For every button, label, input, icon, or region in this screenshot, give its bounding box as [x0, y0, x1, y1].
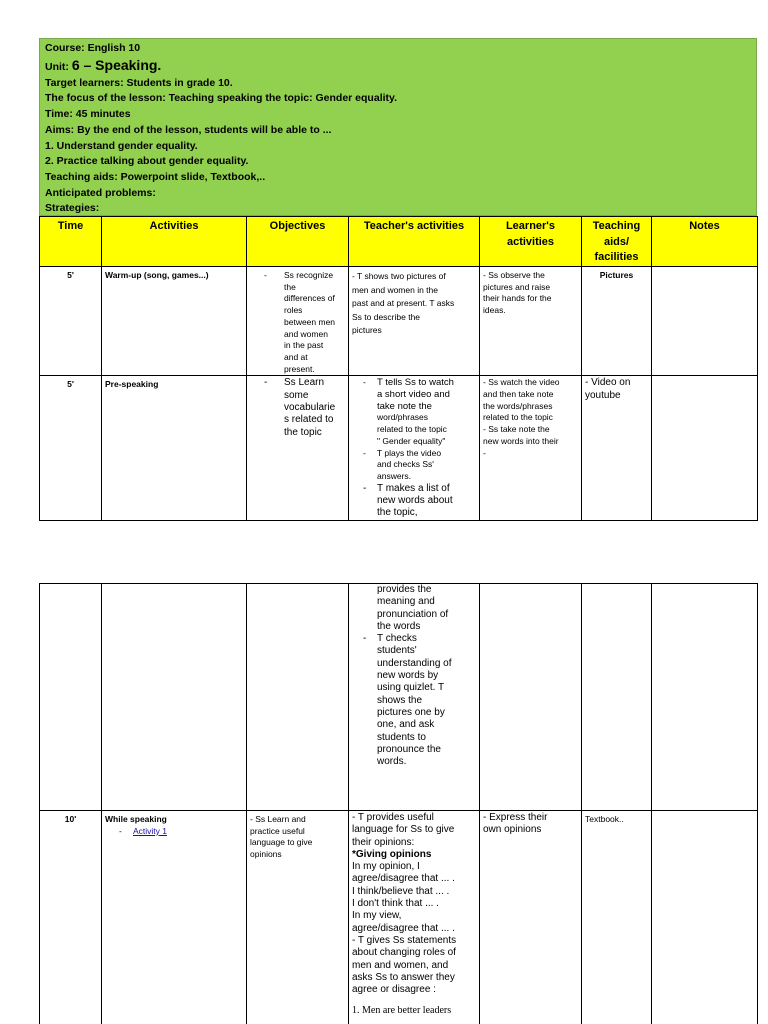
- table-row-prespeaking: [40, 376, 758, 520]
- while-aids: Textbook..: [582, 811, 652, 1024]
- col-teacher-activities: Teacher's activities: [349, 217, 480, 267]
- warmup-activity: Warm-up (song, games...): [102, 267, 247, 376]
- unit-label: Unit:: [45, 60, 72, 73]
- statement-1: 1. Men are better leaders: [352, 1005, 452, 1017]
- continued-teacher: [349, 584, 480, 811]
- anticipated-line: Anticipated problems:: [45, 186, 156, 199]
- list-item: one, and ask: [377, 719, 435, 731]
- list-item: agree/disagree that ... .: [352, 873, 455, 885]
- list-item: related to the topic: [377, 424, 447, 435]
- aims-line: Aims: By the end of the lesson, students will be able to ...: [45, 123, 332, 136]
- list-item: their hands for the: [483, 293, 552, 304]
- giving-opinions-heading: *Giving opinions: [352, 848, 432, 860]
- list-item: asks Ss to answer they: [352, 971, 455, 983]
- list-item: agree or disagree :: [352, 984, 436, 996]
- list-item: language for Ss to give: [352, 824, 455, 836]
- list-item: T tells Ss to watch: [377, 377, 454, 389]
- col-learner-activities: [480, 217, 582, 267]
- prespeaking-objective: [247, 376, 349, 520]
- lesson-table-page-2: [39, 583, 758, 1024]
- unit-line: [45, 57, 751, 76]
- col-objectives: Objectives: [247, 217, 349, 267]
- prespeaking-time: 5': [40, 376, 102, 520]
- while-time: 10': [40, 811, 102, 1024]
- unit-title: 6 – Speaking.: [71, 56, 162, 73]
- while-notes: [652, 811, 758, 1024]
- list-item: vocabularie: [284, 401, 336, 413]
- list-item: a short video and: [377, 389, 450, 401]
- col-aids-line-2: aids/: [603, 235, 630, 248]
- continued-notes: [652, 584, 758, 811]
- list-item: - Ss observe the: [483, 270, 545, 280]
- list-item: -: [483, 447, 486, 458]
- list-item: the: [284, 281, 296, 292]
- col-time: Time: [40, 217, 102, 267]
- continued-objective: [247, 584, 349, 811]
- list-item: roles: [284, 305, 303, 316]
- list-item: shows the: [377, 694, 423, 706]
- bullet-dash: -: [119, 825, 122, 836]
- prespeaking-notes: [652, 376, 758, 520]
- bullet-dash: -: [363, 482, 367, 494]
- col-notes: Notes: [652, 217, 758, 267]
- list-item: In my opinion, I: [352, 861, 420, 873]
- list-item: ideas.: [483, 305, 506, 316]
- list-item: - Ss watch the video: [483, 377, 560, 388]
- list-item: using quizlet. T: [377, 682, 445, 694]
- list-item: past and at present. T asks: [352, 298, 455, 308]
- col-teaching-aids: [582, 217, 652, 267]
- list-item: new words by: [377, 670, 439, 682]
- list-item: opinions: [250, 849, 282, 860]
- list-item: men and women in the: [352, 284, 438, 295]
- list-item: new words about: [377, 494, 453, 506]
- list-item: practice useful: [250, 825, 305, 836]
- col-activities: Activities: [102, 217, 247, 267]
- bullet-dash: -: [363, 633, 367, 645]
- while-teacher: [349, 811, 480, 1024]
- warmup-learner: [480, 267, 582, 376]
- list-item: in the past: [284, 340, 324, 351]
- strategies-line: Strategies:: [45, 202, 100, 215]
- bullet-dash: -: [363, 447, 366, 458]
- list-item: some: [284, 389, 309, 401]
- list-item: words.: [377, 756, 407, 768]
- list-item: agree/disagree that ... .: [352, 922, 455, 934]
- list-item: and checks Ss': [377, 459, 434, 470]
- continued-time: [40, 584, 102, 811]
- target-line: Target learners: Students in grade 10.: [45, 76, 233, 89]
- prespeaking-teacher: [349, 376, 480, 520]
- list-item: language to give: [250, 837, 313, 848]
- prespeaking-aids: [582, 376, 652, 520]
- course-line: Course: English 10: [45, 42, 141, 54]
- list-item: students': [377, 645, 417, 657]
- list-item: - Express their: [483, 812, 548, 823]
- time-line: Time: 45 minutes: [45, 108, 131, 121]
- list-item: " Gender equality": [377, 435, 446, 446]
- continued-learner: [480, 584, 582, 811]
- warmup-teacher: [349, 267, 480, 376]
- list-item: - T shows two pictures of: [352, 271, 446, 281]
- list-item: pictures one by: [377, 706, 445, 718]
- list-item: I don't think that ... .: [352, 898, 439, 910]
- list-item: T plays the video: [377, 447, 442, 458]
- list-item: students to: [377, 731, 426, 743]
- bullet-dash: -: [264, 377, 268, 389]
- list-item: understanding of: [377, 657, 452, 669]
- list-item: - Ss Learn and: [250, 814, 306, 824]
- list-item: Ss Learn: [284, 377, 325, 389]
- list-item: Ss to describe the: [352, 311, 421, 322]
- focus-line: The focus of the lesson: Teaching speaking the topic: Gender equality.: [45, 92, 397, 105]
- list-item: word/phrases: [377, 412, 429, 423]
- list-item: their opinions:: [352, 836, 415, 848]
- list-item: - Video on: [585, 377, 631, 389]
- list-item: pronunciation of: [377, 608, 449, 620]
- continued-aids: [582, 584, 652, 811]
- while-activity-title: While speaking: [105, 814, 167, 824]
- list-item: between men: [284, 316, 336, 327]
- list-item: Ss recognize: [284, 270, 334, 280]
- list-item: T makes a list of: [377, 482, 450, 494]
- lesson-header: [39, 38, 757, 216]
- list-item: new words into their: [483, 435, 559, 446]
- list-item: take note the: [377, 400, 432, 412]
- warmup-time: 5': [40, 267, 102, 376]
- continued-activity: [102, 584, 247, 811]
- activity-1-link[interactable]: Activity 1: [133, 825, 168, 836]
- list-item: differences of: [284, 293, 335, 304]
- bullet-dash: -: [363, 377, 366, 388]
- list-item: and at: [284, 351, 308, 362]
- while-objective: [247, 811, 349, 1024]
- warmup-aids: Pictures: [582, 267, 652, 376]
- list-item: pronounce the: [377, 743, 441, 755]
- list-item: meaning and: [377, 596, 435, 608]
- prespeaking-activity: Pre-speaking: [102, 376, 247, 520]
- while-learner: [480, 811, 582, 1024]
- list-item: pictures and raise: [483, 281, 551, 292]
- aim-2-line: 2. Practice talking about gender equality.: [45, 155, 249, 168]
- table-row-while-speaking: [40, 811, 758, 1024]
- list-item: provides the: [377, 584, 432, 595]
- list-item: the words: [377, 620, 421, 632]
- table-row-continued: [40, 584, 758, 811]
- list-item: - Ss take note the: [483, 424, 550, 435]
- list-item: men and women, and: [352, 959, 449, 971]
- list-item: and then take note: [483, 389, 554, 400]
- col-learner-line-2: activities: [506, 235, 555, 248]
- col-aids-line-1: Teaching: [592, 220, 641, 232]
- prespeaking-learner: [480, 376, 582, 520]
- list-item: about changing roles of: [352, 947, 456, 959]
- list-item: - T provides useful: [352, 812, 434, 823]
- while-activity: [102, 811, 247, 1024]
- col-learner-line-1: Learner's: [505, 220, 556, 232]
- list-item: - T gives Ss statements: [352, 934, 457, 946]
- list-item: answers.: [377, 470, 412, 481]
- list-item: T checks: [377, 633, 417, 645]
- list-item: youtube: [585, 389, 621, 401]
- list-item: related to the topic: [483, 412, 553, 423]
- list-item: and women: [284, 328, 328, 339]
- list-item: own opinions: [483, 824, 542, 836]
- aim-1-line: 1. Understand gender equality.: [45, 139, 198, 152]
- list-item: present.: [284, 363, 315, 374]
- list-item: the topic,: [377, 507, 418, 519]
- list-item: I think/believe that ... .: [352, 885, 450, 897]
- col-aids-line-3: facilities: [594, 251, 639, 263]
- warmup-objective: [247, 267, 349, 376]
- lesson-table-page-1: [39, 216, 758, 521]
- list-item: pictures: [352, 325, 382, 335]
- bullet-dash: -: [264, 270, 267, 280]
- list-item: the topic: [284, 426, 322, 438]
- table-row-warmup: [40, 267, 758, 376]
- teaching-aids-line: Teaching aids: Powerpoint slide, Textbook,..: [45, 170, 266, 183]
- table-header-row: [40, 217, 758, 267]
- list-item: s related to: [284, 414, 334, 426]
- warmup-notes: [652, 267, 758, 376]
- list-item: In my view,: [352, 910, 402, 922]
- list-item: the words/phrases: [483, 400, 553, 411]
